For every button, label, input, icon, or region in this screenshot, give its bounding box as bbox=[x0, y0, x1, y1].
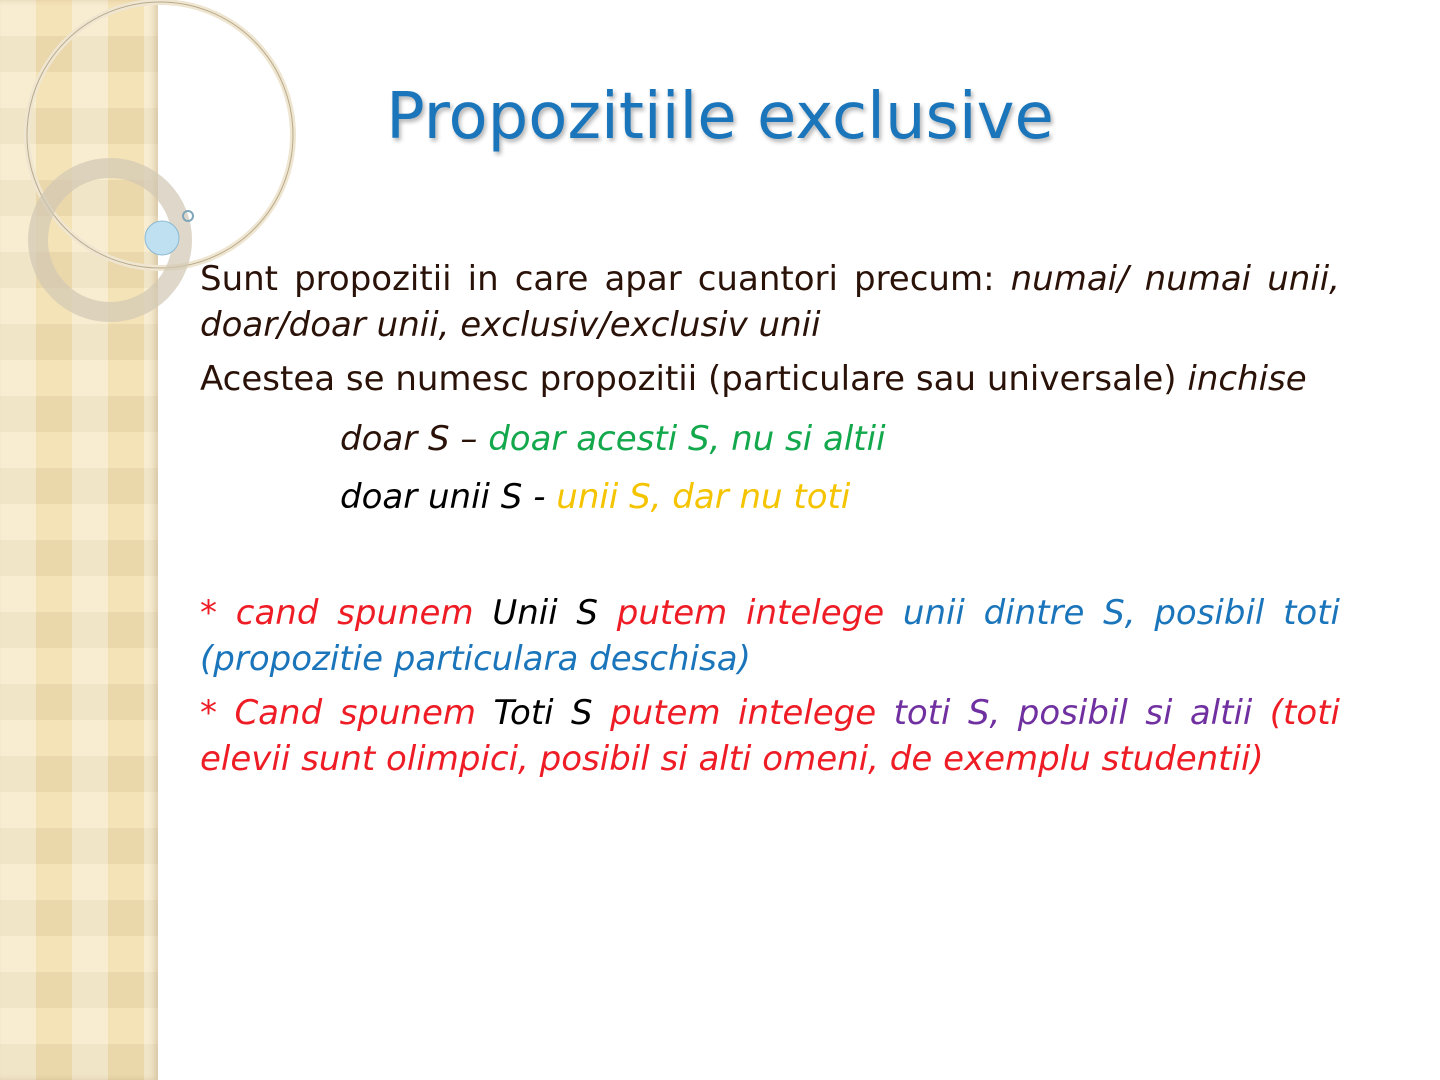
example-doar: doar S – doar acesti S, nu si altii bbox=[340, 419, 886, 459]
bubble-small bbox=[183, 211, 193, 221]
slide-title: Propozitiile exclusive bbox=[386, 80, 1054, 154]
paragraph-definition: Sunt propozitii in care apar cuantori precum: numai/ numai unii, doar/doar unii, exclusiv/exclusiv unii bbox=[200, 259, 1340, 345]
paragraph-closed: Acestea se numesc propozitii (particulare sau universale) inchise bbox=[200, 359, 1307, 399]
example-doar-unii: doar unii S - unii S, dar nu toti bbox=[340, 477, 851, 517]
decorative-sidebar bbox=[0, 0, 158, 1080]
note-toti: * Cand spunem Toti S putem intelege toti S, posibil si altii (toti elevii sunt olimpici, posibil si alti omeni, de exemplu studentii) bbox=[200, 693, 1340, 779]
slide-body bbox=[200, 256, 1340, 790]
note-unii: * cand spunem Unii S putem intelege unii dintre S, posibil toti (propozitie particulara deschisa) bbox=[200, 593, 1341, 679]
